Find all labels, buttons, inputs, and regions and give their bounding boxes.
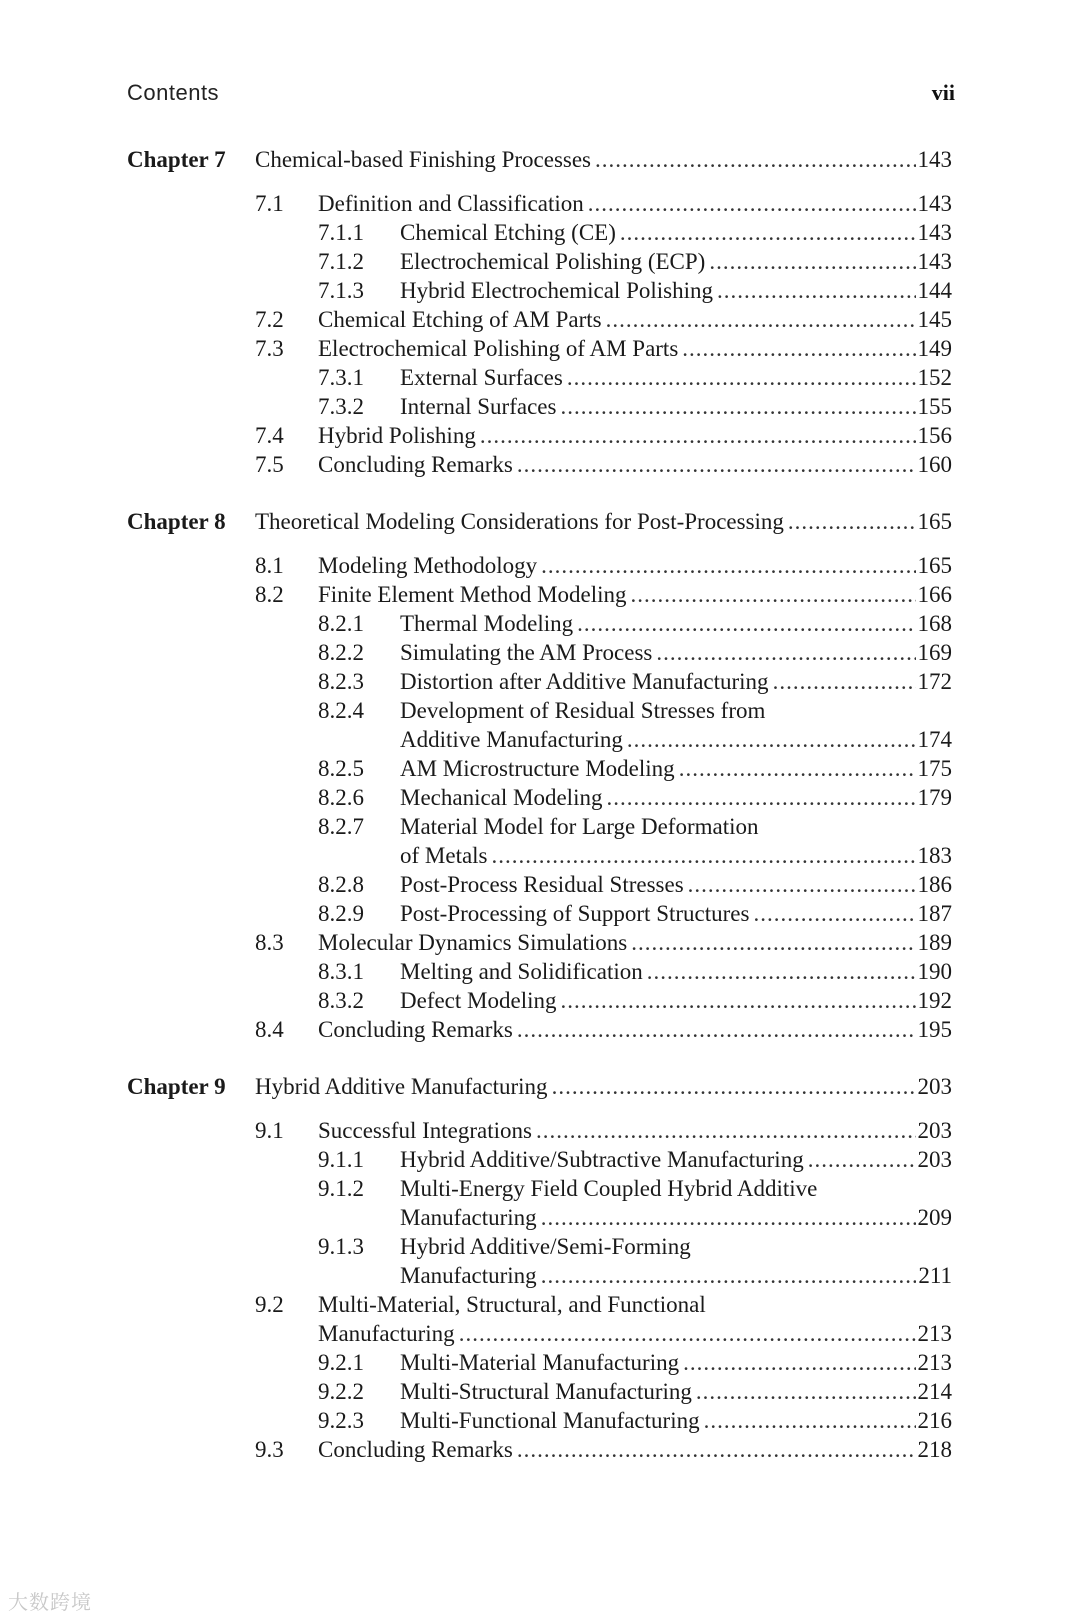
chapter-entry (255, 506, 952, 538)
section-number: 8.3 (255, 930, 284, 955)
section-title: Hybrid Polishing (318, 423, 476, 448)
dot-leader (541, 1202, 916, 1234)
chapter-page: 143 (917, 147, 952, 172)
dot-leader (560, 391, 915, 423)
section-page: 213 (917, 1321, 952, 1346)
toc-section (0, 188, 1080, 220)
section-entry (318, 1014, 952, 1046)
dot-leader (688, 869, 916, 901)
section-entry (318, 927, 952, 959)
subsection-number: 8.2.2 (318, 640, 364, 665)
subsection-entry (400, 840, 952, 872)
dot-leader (480, 420, 916, 452)
toc-section (0, 333, 1080, 365)
subsection-number: 7.1.2 (318, 249, 364, 274)
subsection-page: 203 (917, 1147, 952, 1172)
subsection-page: 168 (917, 611, 952, 636)
subsection-page: 144 (917, 278, 952, 303)
section-entry (318, 1115, 952, 1147)
dot-leader (696, 1376, 916, 1408)
toc-subsection (0, 695, 1080, 727)
subsection-title: Multi-Structural Manufacturing (400, 1379, 692, 1404)
chapter-8-row (0, 506, 1080, 538)
chapter-title: Theoretical Modeling Considerations for Post-Processing (255, 509, 784, 534)
subsection-page: 214 (917, 1379, 952, 1404)
dot-leader (620, 217, 916, 249)
section-page: 218 (917, 1437, 952, 1462)
subsection-title: Distortion after Additive Manufacturing (400, 669, 769, 694)
dot-leader (567, 362, 916, 394)
running-head (127, 80, 955, 114)
section-title: Finite Element Method Modeling (318, 582, 627, 607)
subsection-page: 190 (917, 959, 952, 984)
section-title: Molecular Dynamics Simulations (318, 930, 628, 955)
subsection-page: 175 (917, 756, 952, 781)
subsection-page: 186 (917, 872, 952, 897)
section-entry (318, 1434, 952, 1466)
section-page: 149 (917, 336, 952, 361)
subsection-page: 143 (917, 220, 952, 245)
subsection-entry (400, 782, 952, 814)
subsection-number: 8.2.1 (318, 611, 364, 636)
toc-subsection-continued (0, 840, 1080, 872)
toc-section (0, 304, 1080, 336)
section-number: 9.2 (255, 1292, 284, 1317)
section-entry (318, 420, 952, 452)
dot-leader (808, 1144, 916, 1176)
section-number: 7.2 (255, 307, 284, 332)
dot-leader (541, 1260, 917, 1292)
subsection-title: Chemical Etching (CE) (400, 220, 616, 245)
subsection-number: 9.1.2 (318, 1176, 364, 1201)
subsection-page: 155 (917, 394, 952, 419)
dot-leader (679, 753, 916, 785)
subsection-title: Multi-Material Manufacturing (400, 1350, 680, 1375)
subsection-number: 9.2.2 (318, 1379, 364, 1404)
subsection-entry (400, 246, 952, 278)
subsection-entry (400, 391, 952, 423)
chapter-label: Chapter 9 (127, 1074, 226, 1099)
subsection-entry (400, 666, 952, 698)
chapter-title: Chemical-based Finishing Processes (255, 147, 592, 172)
toc-section (0, 927, 1080, 959)
toc-subsection-continued (0, 1202, 1080, 1234)
subsection-title: Material Model for Large Deformation (400, 814, 759, 839)
subsection-title: Hybrid Electrochemical Polishing (400, 278, 713, 303)
subsection-page: 187 (917, 901, 952, 926)
toc-subsection (0, 362, 1080, 394)
dot-leader (492, 840, 916, 872)
toc-subsection (0, 1144, 1080, 1176)
toc-section (0, 449, 1080, 481)
toc-section (0, 1115, 1080, 1147)
subsection-title-continued: Additive Manufacturing (400, 727, 623, 752)
dot-leader (717, 275, 916, 307)
toc-subsection (0, 1405, 1080, 1437)
dot-leader (656, 637, 915, 669)
subsection-page: 209 (917, 1205, 952, 1230)
subsection-entry (400, 898, 952, 930)
subsection-number: 8.2.7 (318, 814, 364, 839)
subsection-page: 174 (917, 727, 952, 752)
subsection-entry (400, 1144, 952, 1176)
toc-section (0, 1434, 1080, 1466)
subsection-title: Post-Processing of Support Structures (400, 901, 750, 926)
toc-section (0, 1289, 1080, 1321)
subsection-entry (400, 1376, 952, 1408)
dot-leader (704, 1405, 916, 1437)
subsection-title: Development of Residual Stresses from (400, 698, 766, 723)
subsection-entry (400, 753, 952, 785)
subsection-title: Thermal Modeling (400, 611, 574, 636)
section-number: 7.3 (255, 336, 284, 361)
dot-leader (647, 956, 916, 988)
dot-leader (631, 579, 916, 611)
subsection-entry (400, 869, 952, 901)
toc-subsection (0, 391, 1080, 423)
section-page: 203 (917, 1118, 952, 1143)
dot-leader (773, 666, 916, 698)
toc-subsection-continued (0, 1260, 1080, 1292)
toc-subsection-continued (0, 724, 1080, 756)
subsection-entry (400, 724, 952, 756)
dot-leader (552, 1071, 916, 1103)
subsection-page: 192 (917, 988, 952, 1013)
subsection-entry (400, 1347, 952, 1379)
section-number: 8.2 (255, 582, 284, 607)
dot-leader (536, 1115, 916, 1147)
subsection-number: 9.2.3 (318, 1408, 364, 1433)
section-page: 143 (917, 191, 952, 216)
toc-subsection (0, 1173, 1080, 1205)
subsection-title: AM Microstructure Modeling (400, 756, 675, 781)
dot-leader (709, 246, 915, 278)
dot-leader (788, 506, 916, 538)
dot-leader (517, 449, 916, 481)
subsection-page: 216 (917, 1408, 952, 1433)
subsection-page: 179 (917, 785, 952, 810)
toc-subsection (0, 753, 1080, 785)
section-page: 166 (917, 582, 952, 607)
toc-subsection (0, 898, 1080, 930)
subsection-title: Post-Process Residual Stresses (400, 872, 684, 897)
dot-leader (595, 144, 915, 176)
toc-subsection (0, 275, 1080, 307)
section-page: 160 (917, 452, 952, 477)
subsection-number: 8.2.8 (318, 872, 364, 897)
subsection-entry (400, 1405, 952, 1437)
toc-subsection (0, 246, 1080, 278)
subsection-number: 7.3.1 (318, 365, 364, 390)
subsection-entry (400, 985, 952, 1017)
section-number: 7.4 (255, 423, 284, 448)
chapter-page: 165 (917, 509, 952, 534)
dot-leader (541, 550, 915, 582)
subsection-title-continued: of Metals (400, 843, 488, 868)
toc-subsection (0, 1231, 1080, 1263)
section-title-continued: Manufacturing (318, 1321, 455, 1346)
subsection-entry (400, 608, 952, 640)
toc-section (0, 579, 1080, 611)
page-number: vii (931, 80, 955, 105)
section-number: 7.5 (255, 452, 284, 477)
toc-subsection (0, 811, 1080, 843)
dot-leader (459, 1318, 916, 1350)
subsection-entry (400, 217, 952, 249)
dot-leader (517, 1434, 916, 1466)
chapter-7-row (0, 144, 1080, 176)
chapter-page: 203 (917, 1074, 952, 1099)
subsection-title-continued: Manufacturing (400, 1205, 537, 1230)
subsection-title: Electrochemical Polishing (ECP) (400, 249, 706, 274)
watermark-logo: 大数跨境 (8, 1590, 92, 1614)
toc-section (0, 420, 1080, 452)
toc-subsection (0, 217, 1080, 249)
section-number: 8.4 (255, 1017, 284, 1042)
chapter-9-row (0, 1071, 1080, 1103)
subsection-title: External Surfaces (400, 365, 563, 390)
toc-subsection (0, 782, 1080, 814)
subsection-number: 9.1.1 (318, 1147, 364, 1172)
subsection-page: 213 (917, 1350, 952, 1375)
dot-leader (577, 608, 915, 640)
subsection-page: 152 (917, 365, 952, 390)
subsection-page: 172 (917, 669, 952, 694)
section-entry (318, 550, 952, 582)
subsection-page: 143 (917, 249, 952, 274)
subsection-title: Defect Modeling (400, 988, 557, 1013)
chapter-label: Chapter 7 (127, 147, 226, 172)
subsection-page: 183 (917, 843, 952, 868)
toc-subsection (0, 637, 1080, 669)
dot-leader (588, 188, 916, 220)
subsection-number: 8.2.6 (318, 785, 364, 810)
section-title: Concluding Remarks (318, 452, 513, 477)
dot-leader (631, 927, 915, 959)
toc-section-continued (0, 1318, 1080, 1350)
subsection-title: Melting and Solidification (400, 959, 643, 984)
subsection-title: Multi-Functional Manufacturing (400, 1408, 700, 1433)
section-entry (318, 304, 952, 336)
subsection-entry (400, 362, 952, 394)
section-title: Successful Integrations (318, 1118, 532, 1143)
section-page: 195 (917, 1017, 952, 1042)
dot-leader (560, 985, 915, 1017)
dot-leader (682, 333, 915, 365)
section-number: 7.1 (255, 191, 284, 216)
subsection-entry (400, 1260, 952, 1292)
chapter-entry (255, 144, 952, 176)
chapter-title: Hybrid Additive Manufacturing (255, 1074, 548, 1099)
toc-subsection (0, 1376, 1080, 1408)
section-title: Concluding Remarks (318, 1437, 513, 1462)
chapter-entry (255, 1071, 952, 1103)
section-title: Multi-Material, Structural, and Functional (318, 1292, 706, 1317)
running-head-title: Contents (127, 80, 220, 105)
subsection-number: 7.1.3 (318, 278, 364, 303)
section-entry (318, 1318, 952, 1350)
toc-subsection (0, 1347, 1080, 1379)
section-title: Concluding Remarks (318, 1017, 513, 1042)
subsection-entry (400, 956, 952, 988)
section-entry (318, 449, 952, 481)
section-page: 189 (917, 930, 952, 955)
subsection-number: 9.1.3 (318, 1234, 364, 1259)
toc-subsection (0, 869, 1080, 901)
subsection-number: 8.2.9 (318, 901, 364, 926)
section-title: Modeling Methodology (318, 553, 538, 578)
subsection-number: 8.2.3 (318, 669, 364, 694)
subsection-title: Hybrid Additive/Semi-Forming (400, 1234, 691, 1259)
toc-subsection (0, 985, 1080, 1017)
dot-leader (606, 304, 916, 336)
subsection-entry (400, 1202, 952, 1234)
subsection-entry (400, 275, 952, 307)
subsection-title: Internal Surfaces (400, 394, 557, 419)
section-page: 156 (917, 423, 952, 448)
subsection-title: Hybrid Additive/Subtractive Manufacturing (400, 1147, 804, 1172)
subsection-page: 169 (917, 640, 952, 665)
toc-subsection (0, 608, 1080, 640)
subsection-number: 8.2.5 (318, 756, 364, 781)
section-entry (318, 188, 952, 220)
section-page: 165 (917, 553, 952, 578)
subsection-number: 8.2.4 (318, 698, 364, 723)
subsection-entry (400, 637, 952, 669)
subsection-number: 8.3.2 (318, 988, 364, 1013)
section-title: Electrochemical Polishing of AM Parts (318, 336, 679, 361)
toc-subsection (0, 956, 1080, 988)
dot-leader (753, 898, 915, 930)
section-page: 145 (917, 307, 952, 332)
section-entry (318, 579, 952, 611)
toc-section (0, 1014, 1080, 1046)
section-number: 9.3 (255, 1437, 284, 1462)
subsection-page: 211 (918, 1263, 952, 1288)
subsection-title: Multi-Energy Field Coupled Hybrid Additive (400, 1176, 818, 1201)
section-number: 8.1 (255, 553, 284, 578)
subsection-number: 7.3.2 (318, 394, 364, 419)
chapter-label: Chapter 8 (127, 509, 226, 534)
section-title: Chemical Etching of AM Parts (318, 307, 602, 332)
dot-leader (517, 1014, 916, 1046)
subsection-number: 9.2.1 (318, 1350, 364, 1375)
dot-leader (627, 724, 916, 756)
toc-subsection (0, 666, 1080, 698)
section-entry (318, 333, 952, 365)
subsection-number: 8.3.1 (318, 959, 364, 984)
subsection-number: 7.1.1 (318, 220, 364, 245)
section-title: Definition and Classification (318, 191, 584, 216)
subsection-title: Mechanical Modeling (400, 785, 603, 810)
section-number: 9.1 (255, 1118, 284, 1143)
dot-leader (683, 1347, 915, 1379)
subsection-title: Simulating the AM Process (400, 640, 653, 665)
subsection-title-continued: Manufacturing (400, 1263, 537, 1288)
toc-section (0, 550, 1080, 582)
dot-leader (606, 782, 915, 814)
